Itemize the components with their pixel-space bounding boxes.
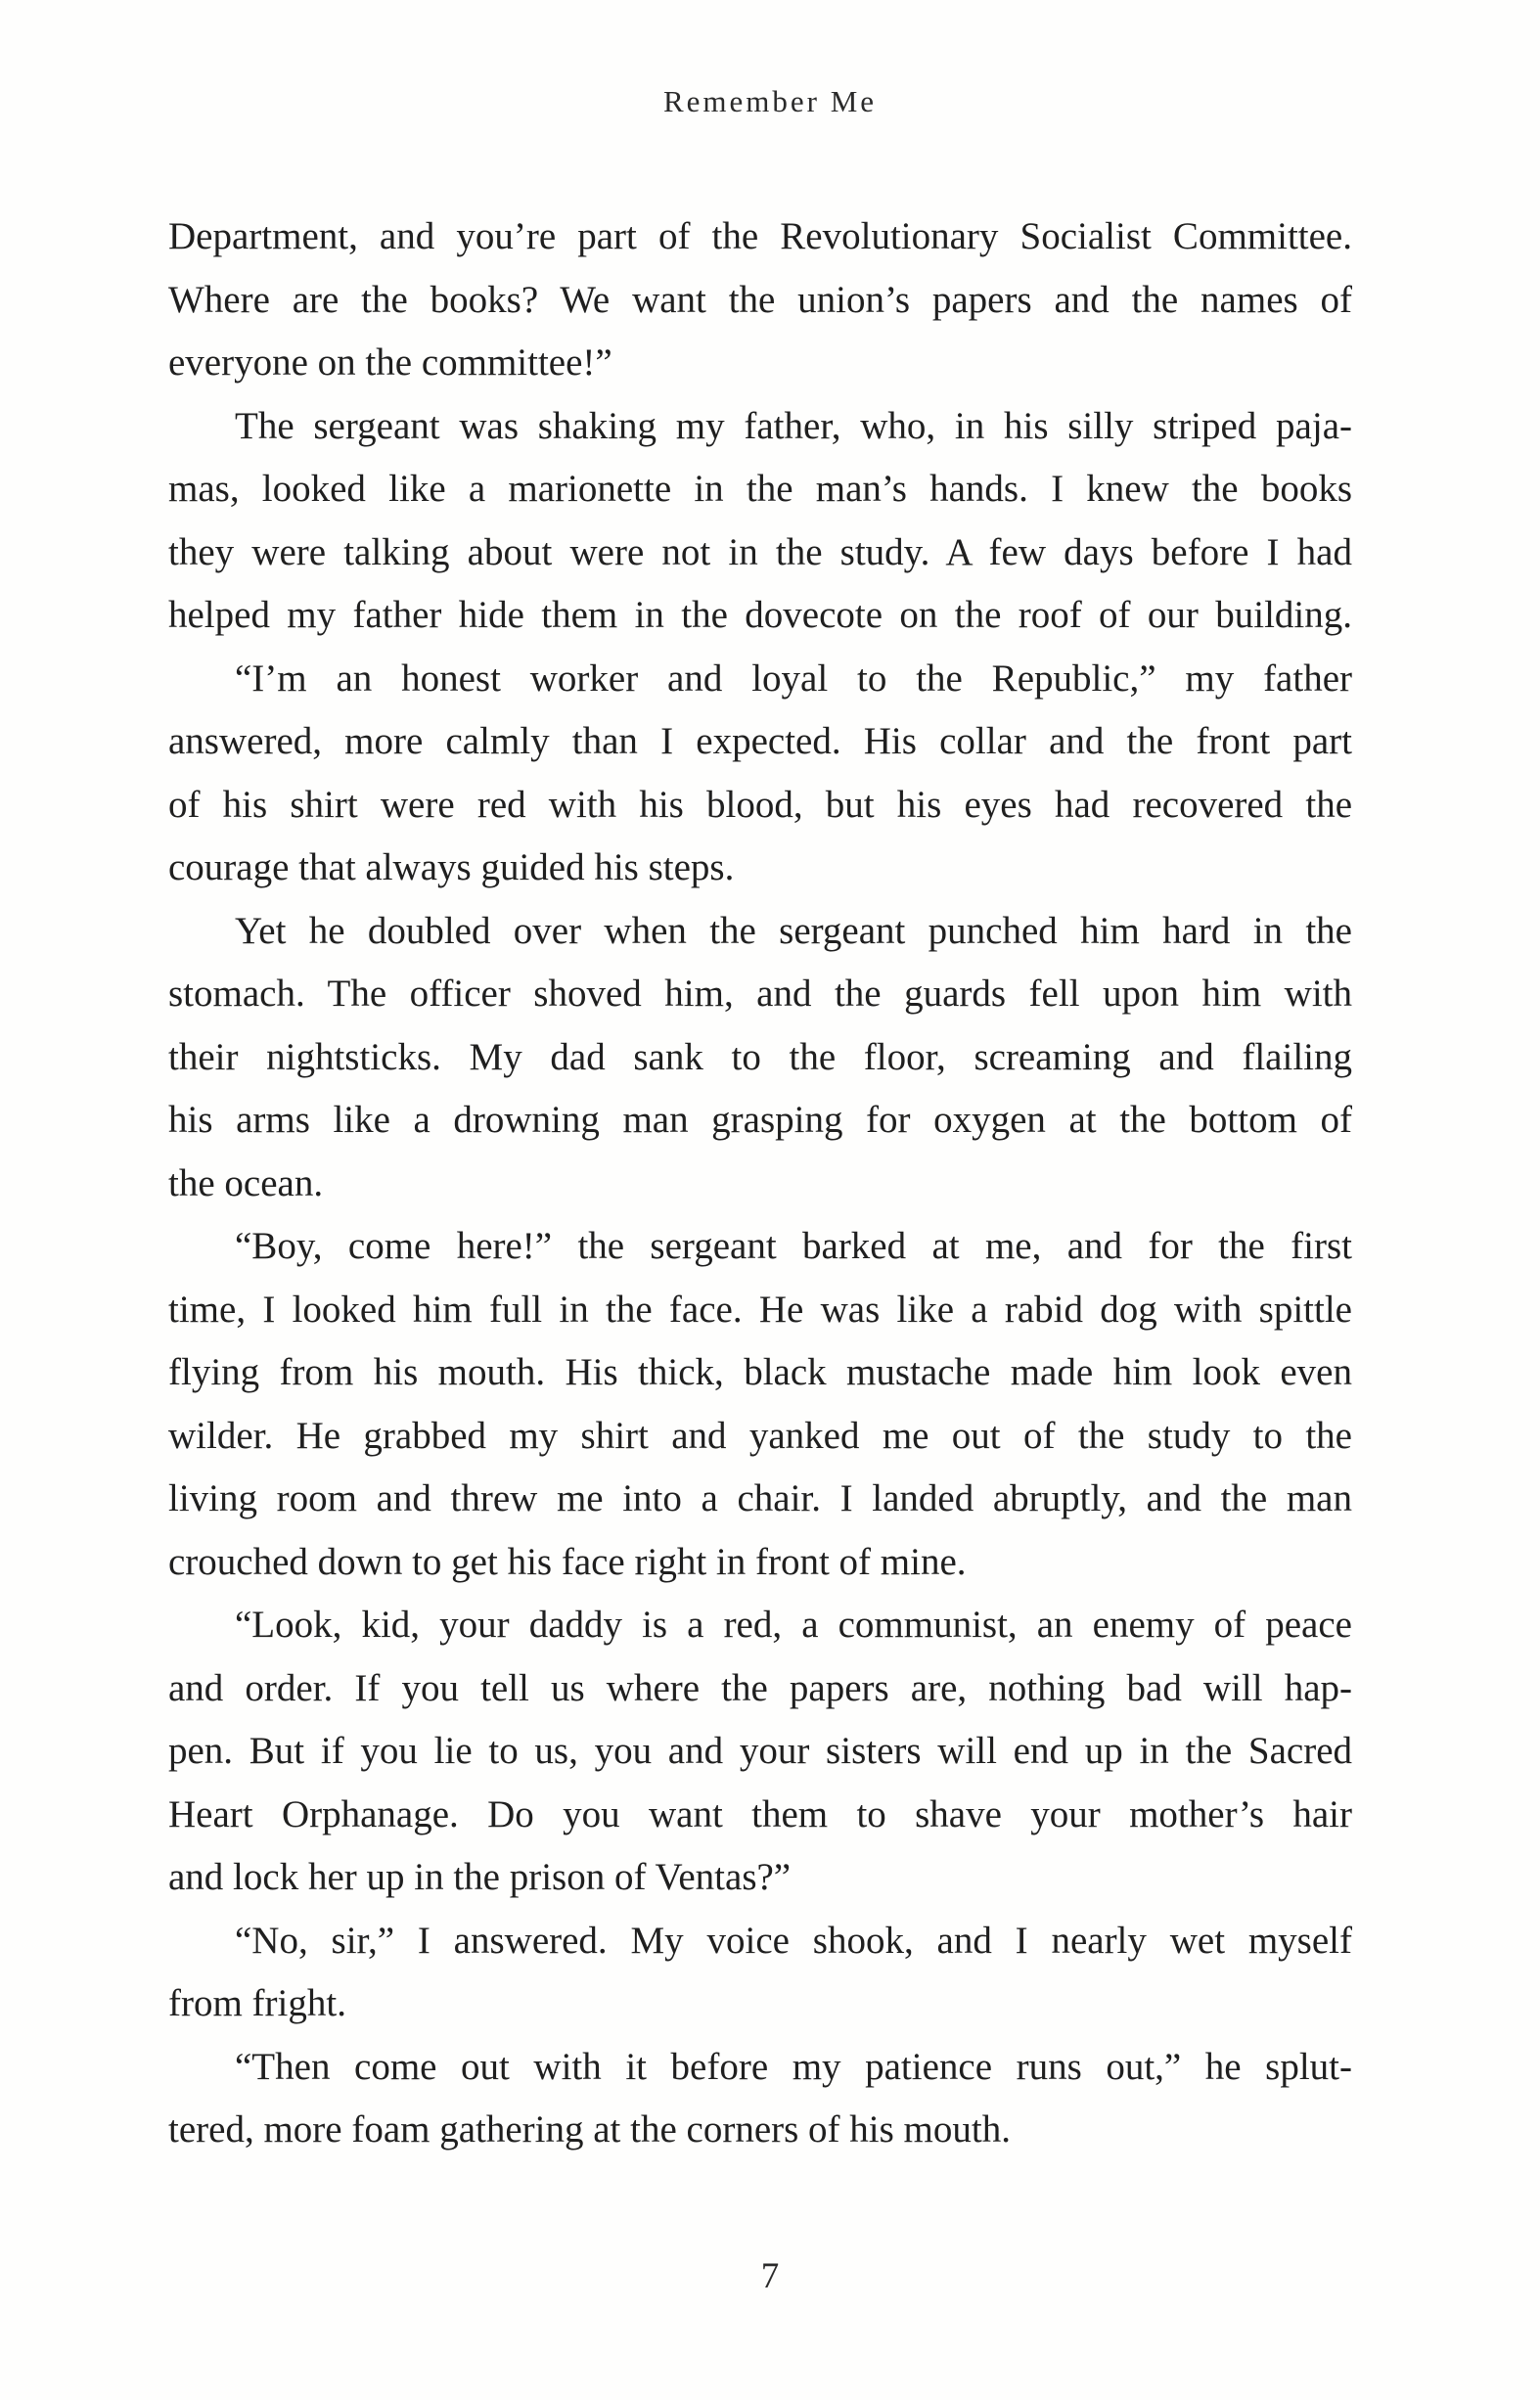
text-line: mas, looked like a marionette in the man’s hands. I knew the books [168,468,1352,510]
text-line: of his shirt were red with his blood, but his eyes had recovered the [168,783,1352,826]
text-line: from fright. [168,1982,346,2024]
text-line: Heart Orphanage. Do you want them to shave your mother’s hair [168,1792,1352,1835]
text-line: answered, more calmly than I expected. His collar and the front part [168,720,1352,762]
page-number: 7 [760,2256,780,2296]
text-line: helped my father hide them in the dovecote on the roof of our building. [168,594,1352,636]
text-line: Yet he doubled over when the sergeant punched him hard in the [235,909,1352,952]
text-line: everyone on the committee!” [168,341,612,384]
text-line: pen. But if you lie to us, you and your sisters will end up in the Sacred [168,1730,1352,1772]
text-line: Where are the books? We want the union’s papers and the names of [168,278,1352,321]
text-line: his arms like a drowning man grasping for oxygen at the bottom of [168,1099,1352,1141]
text-line: their nightsticks. My dad sank to the floor, screaming and flailing [168,1035,1352,1078]
text-line: “No, sir,” I answered. My voice shook, and I nearly wet myself [235,1919,1352,1962]
text-line: courage that always guided his steps. [168,846,735,888]
text-line: flying from his mouth. His thick, black mustache made him look even [168,1351,1352,1393]
text-line: they were talking about were not in the study. A few days before I had [168,530,1352,573]
text-line: “Look, kid, your daddy is a red, a communist, an enemy of peace [235,1604,1352,1646]
text-line: the ocean. [168,1161,324,1204]
text-line: “Boy, come here!” the sergeant barked at me, and for the first [235,1225,1352,1267]
text-line: “I’m an honest worker and loyal to the Republic,” my father [235,657,1352,700]
text-line: and lock her up in the prison of Ventas?” [168,1856,792,1898]
text-line: time, I looked him full in the face. He was like a rabid dog with spittle [168,1288,1352,1331]
text-line: and order. If you tell us where the papers are, nothing bad will hap- [168,1666,1352,1709]
running-head: Remember Me [662,84,878,118]
text-line: wilder. He grabbed my shirt and yanked me out of the study to the [168,1414,1352,1457]
text-line: living room and threw me into a chair. I landed abruptly, and the man [168,1477,1352,1519]
text-line: crouched down to get his face right in front of mine. [168,1540,967,1583]
text-line: stomach. The officer shoved him, and the guards fell upon him with [168,973,1352,1015]
text-line: tered, more foam gathering at the corners of his mouth. [168,2108,1011,2151]
body-text [168,205,1352,2162]
text-line: Department, and you’re part of the Revolutionary Socialist Committee. [168,215,1352,257]
text-line: The sergeant was shaking my father, who, in his silly striped paja- [235,404,1352,447]
text-line: “Then come out with it before my patience runs out,” he splut- [235,2045,1352,2088]
